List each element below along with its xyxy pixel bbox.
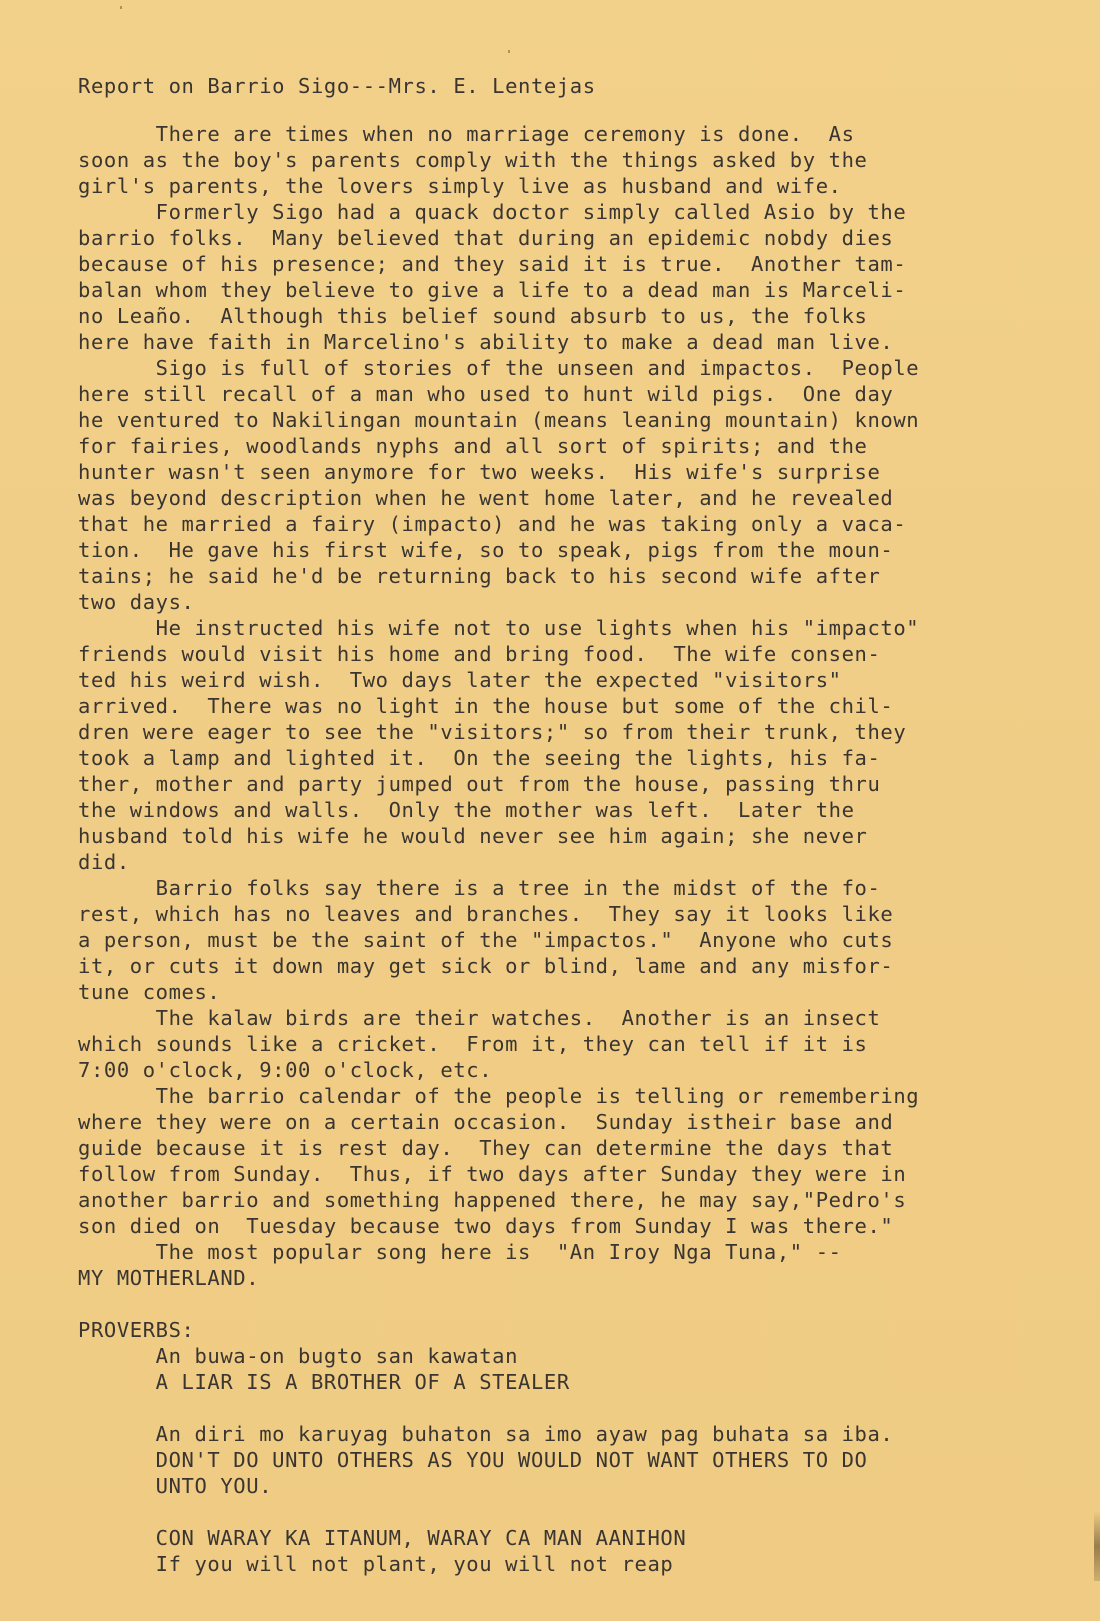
body-line: hunter wasn't seen anymore for two weeks. His wife's surprise <box>78 460 881 484</box>
body-line: guide because it is rest day. They can determine the days that <box>78 1136 894 1160</box>
body-line: another barrio and something happened there, he may say,"Pedro's <box>78 1188 907 1212</box>
proverb-line: An buwa-on bugto san kawatan <box>78 1344 519 1368</box>
body-line: here have faith in Marcelino's ability to make a dead man live. <box>78 330 894 354</box>
body-line: that he married a fairy (impacto) and he was taking only a vaca- <box>78 512 907 536</box>
body-line: He instructed his wife not to use lights when his "impacto" <box>78 616 920 640</box>
proverb-line: If you will not plant, you will not reap <box>78 1552 674 1576</box>
proverb-line: An diri mo karuyag buhaton sa imo ayaw pag buhata sa iba. <box>78 1422 894 1446</box>
proverb-line: DON'T DO UNTO OTHERS AS YOU WOULD NOT WANT OTHERS TO DO <box>78 1448 868 1472</box>
body-line: it, or cuts it down may get sick or blind, lame and any misfor- <box>78 954 894 978</box>
body-line: for fairies, woodlands nyphs and all sort of spirits; and the <box>78 434 868 458</box>
body-line: the windows and walls. Only the mother was left. Later the <box>78 798 855 822</box>
body-line: Barrio folks say there is a tree in the midst of the fo- <box>78 876 881 900</box>
body-line: here still recall of a man who used to hunt wild pigs. One day <box>78 382 894 406</box>
body-line: The most popular song here is "An Iroy Nga Tuna," -- <box>78 1240 842 1264</box>
body-line: 7:00 o'clock, 9:00 o'clock, etc. <box>78 1058 493 1082</box>
body-line: tune comes. <box>78 980 221 1004</box>
body-line: follow from Sunday. Thus, if two days after Sunday they were in <box>78 1162 907 1186</box>
body-line: friends would visit his home and bring food. The wife consen- <box>78 642 881 666</box>
paper-speck <box>120 6 122 9</box>
body-line: ther, mother and party jumped out from the house, passing thru <box>78 772 881 796</box>
body-line: Formerly Sigo had a quack doctor simply called Asio by the <box>78 200 907 224</box>
proverb-line: CON WARAY KA ITANUM, WARAY CA MAN AANIHON <box>78 1526 687 1550</box>
body-line: There are times when no marriage ceremony is done. As <box>78 122 855 146</box>
paper-speck <box>508 50 510 53</box>
body-line: because of his presence; and they said it is true. Another tam- <box>78 252 907 276</box>
body-line: Sigo is full of stories of the unseen and impactos. People <box>78 356 920 380</box>
body-line: no Leaño. Although this belief sound absurb to us, the folks <box>78 304 868 328</box>
proverb-line: A LIAR IS A BROTHER OF A STEALER <box>78 1370 570 1394</box>
body-line: rest, which has no leaves and branches. They say it looks like <box>78 902 894 926</box>
body-line: took a lamp and lighted it. On the seeing the lights, his fa- <box>78 746 881 770</box>
body-line: which sounds like a cricket. From it, they can tell if it is <box>78 1032 868 1056</box>
proverb-line: UNTO YOU. <box>78 1474 273 1498</box>
body-line: tains; he said he'd be returning back to his second wife after <box>78 564 881 588</box>
paper-edge-mark <box>1094 1511 1100 1581</box>
body-line: barrio folks. Many believed that during an epidemic nobdy dies <box>78 226 894 250</box>
body-line: dren were eager to see the "visitors;" so from their trunk, they <box>78 720 907 744</box>
body-line: he ventured to Nakilingan mountain (means leaning mountain) known <box>78 408 920 432</box>
body-line: MY MOTHERLAND. <box>78 1266 260 1290</box>
body-line: a person, must be the saint of the "impactos." Anyone who cuts <box>78 928 894 952</box>
body-line: tion. He gave his first wife, so to speak, pigs from the moun- <box>78 538 894 562</box>
body-line: The kalaw birds are their watches. Another is an insect <box>78 1006 881 1030</box>
body-line: The barrio calendar of the people is telling or remembering <box>78 1084 920 1108</box>
body-line: arrived. There was no light in the house but some of the chil- <box>78 694 894 718</box>
body-line: husband told his wife he would never see him again; she never <box>78 824 868 848</box>
proverbs-heading: PROVERBS: <box>78 1318 195 1342</box>
body-line: was beyond description when he went home later, and he revealed <box>78 486 894 510</box>
body-line: two days. <box>78 590 195 614</box>
body-line: ted his weird wish. Two days later the expected "visitors" <box>78 668 842 692</box>
body-line: did. <box>78 850 130 874</box>
body-line: soon as the boy's parents comply with the things asked by the <box>78 148 868 172</box>
body-line: son died on Tuesday because two days from Sunday I was there." <box>78 1214 894 1238</box>
body-line: where they were on a certain occasion. Sunday istheir base and <box>78 1110 894 1134</box>
body-line: balan whom they believe to give a life to a dead man is Marceli- <box>78 278 907 302</box>
body-line: girl's parents, the lovers simply live as husband and wife. <box>78 174 842 198</box>
report-title: Report on Barrio Sigo---Mrs. E. Lentejas <box>78 74 596 98</box>
